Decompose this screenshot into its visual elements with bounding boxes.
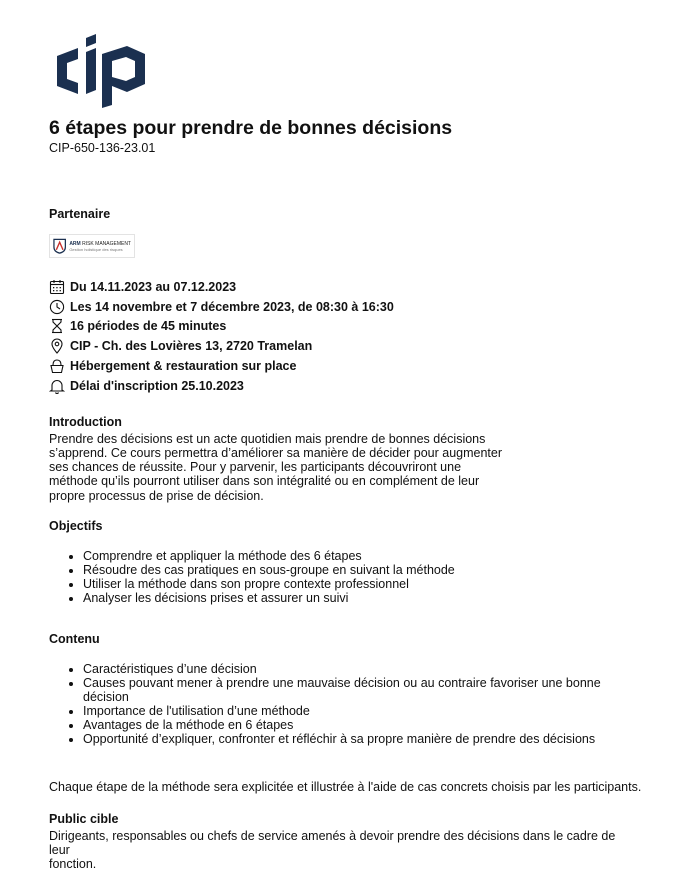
partner-heading: Partenaire — [49, 207, 111, 221]
contenu-list — [49, 662, 649, 746]
list-item: • Caractéristiques d’une décision — [83, 662, 649, 676]
fact-duration — [49, 317, 649, 337]
public-cible-line: Dirigeants, responsables ou chefs de service amenés à devoir prendre des décisions dans le cadre de leur — [49, 828, 616, 857]
list-item: • Utiliser la méthode dans son propre contexte professionnel — [83, 577, 649, 591]
list-item: • Importance de l'utilisation d’une méthode — [83, 704, 649, 718]
introduction-line: ses chances de réussite. Pour y parvenir, les participants découvriront une — [49, 460, 462, 475]
public-cible-line: fonction. — [49, 857, 97, 872]
fact-text: Délai d'inscription 25.10.2023 — [70, 378, 244, 393]
public-cible-text — [49, 829, 629, 872]
list-item: • Opportunité d’expliquer, confronter et réfléchir à sa propre manière de prendre des décisions — [83, 732, 649, 746]
food-bowl-icon — [49, 358, 65, 374]
fact-dates — [49, 277, 649, 297]
partner-logo-tagline: Gestion holistique des risques — [69, 246, 123, 252]
course-code: CIP-650-136-23.01 — [49, 141, 156, 155]
introduction-heading: Introduction — [49, 414, 122, 429]
introduction-line: méthode qu’ils pourront utiliser dans son intégralité ou en complément de leur — [49, 474, 480, 489]
fact-text: Hébergement & restauration sur place — [70, 359, 297, 374]
list-item: • Avantages de la méthode en 6 étapes — [83, 718, 649, 732]
key-facts — [49, 277, 649, 396]
list-item: • Comprendre et appliquer la méthode des 6 étapes — [83, 549, 649, 563]
contenu-heading: Contenu — [49, 631, 100, 646]
fact-deadline — [49, 376, 649, 396]
partner-logo[interactable] — [49, 234, 135, 258]
public-cible-heading: Public cible — [49, 811, 119, 826]
fact-accommodation — [49, 356, 649, 376]
fact-text: CIP - Ch. des Lovières 13, 2720 Tramelan — [70, 339, 313, 354]
bell-icon — [49, 378, 65, 394]
list-item: • Analyser les décisions prises et assurer un suivi — [83, 591, 649, 605]
fact-text: 16 périodes de 45 minutes — [70, 319, 227, 334]
clock-icon — [49, 299, 65, 315]
cip-logo — [49, 34, 153, 108]
location-pin-icon — [49, 338, 65, 354]
objectifs-heading: Objectifs — [49, 518, 103, 533]
document-page — [49, 34, 649, 871]
introduction-text — [49, 432, 649, 503]
partner-logo-name: ARM RISK MANAGEMENT — [69, 240, 131, 247]
fact-location — [49, 336, 649, 356]
calendar-icon — [49, 279, 65, 295]
fact-schedule — [49, 297, 649, 317]
arm-shield-icon — [53, 238, 66, 254]
fact-text: Du 14.11.2023 au 07.12.2023 — [70, 279, 237, 294]
contenu-closing-text: Chaque étape de la méthode sera explicitée et illustrée à l'aide de cas concrets choisis par les participants. — [49, 779, 642, 794]
objectifs-list — [49, 549, 649, 605]
list-item: • Résoudre des cas pratiques en sous-groupe en suivant la méthode — [83, 563, 649, 577]
hourglass-icon — [49, 318, 65, 334]
introduction-line: s’apprend. Ce cours permettra d’améliorer sa manière de décider pour augmenter — [49, 445, 503, 460]
introduction-line: propre processus de prise de décision. — [49, 488, 264, 503]
list-item: • Causes pouvant mener à prendre une mauvaise décision ou au contraire favoriser une bonne décision — [83, 676, 649, 704]
fact-text: Les 14 novembre et 7 décembre 2023, de 08:30 à 16:30 — [70, 299, 394, 314]
course-title: 6 étapes pour prendre de bonnes décisions — [49, 117, 453, 139]
introduction-line: Prendre des décisions est un acte quotidien mais prendre de bonnes décisions — [49, 431, 486, 446]
